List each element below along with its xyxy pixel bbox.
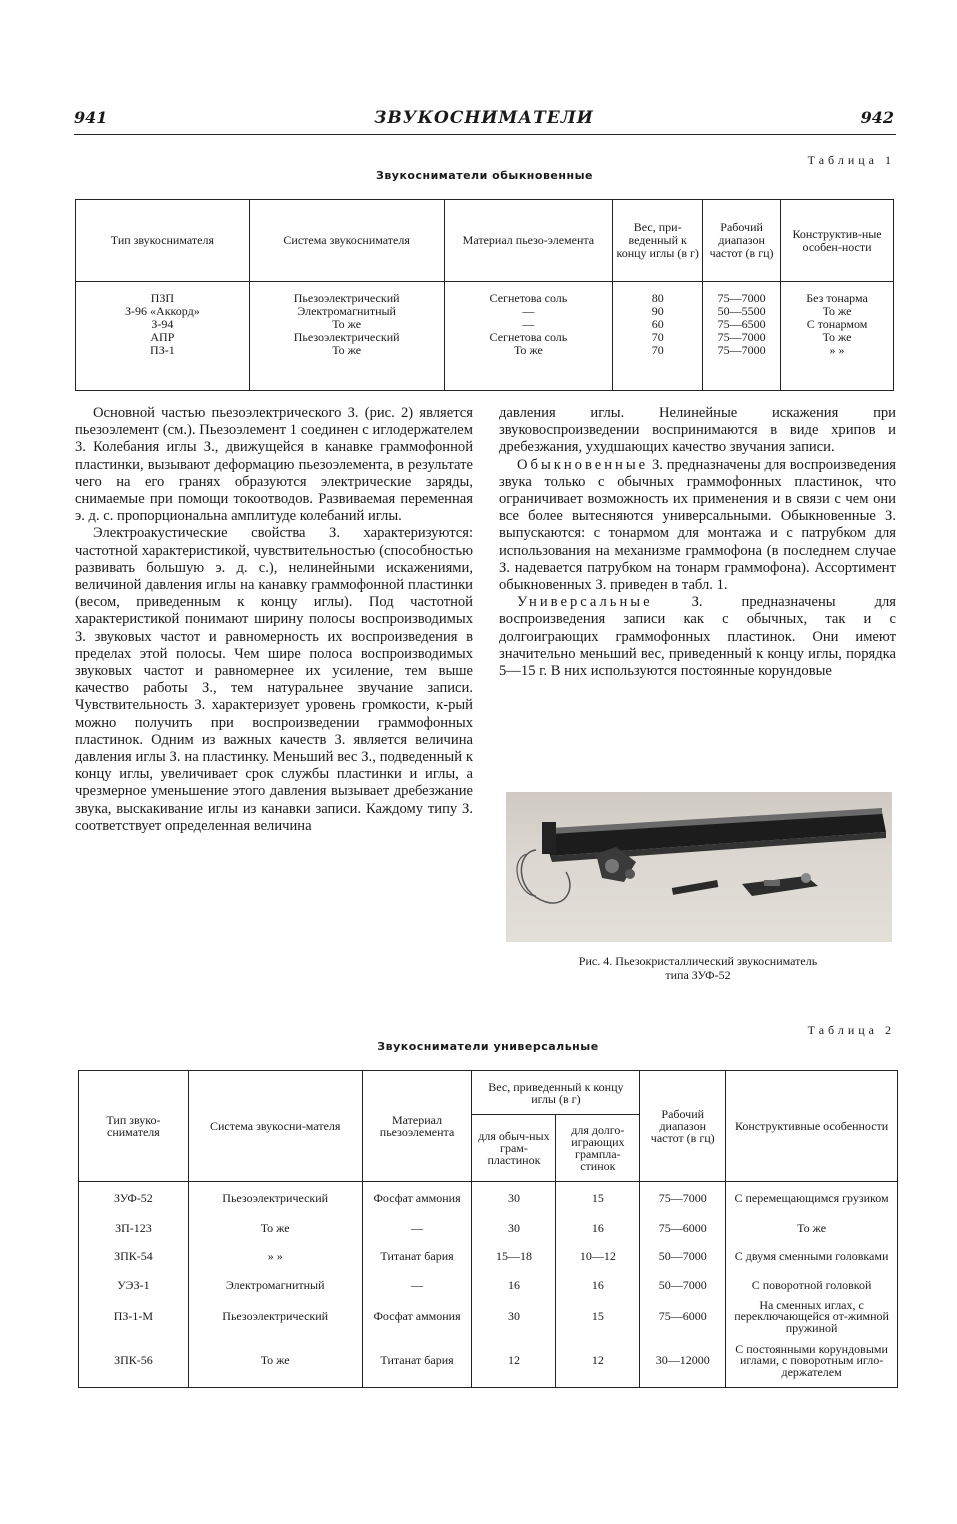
- table-cell: То же: [726, 1215, 898, 1242]
- running-header: [74, 108, 894, 134]
- table-cell: 75—7000: [717, 330, 766, 344]
- pickup-illustration: [506, 792, 892, 942]
- table-cell: ПЗП: [150, 291, 175, 305]
- table-cell: 50—7000: [640, 1272, 726, 1299]
- table-cell: » »: [829, 343, 845, 357]
- paragraph: Основной частью пьезоэлектрического З. (рис. 2) является пьезоэлемент (см.). Пьезоэлемент 1 соединен с иглодержателем 3. Колебания иглы З., движущейся в канавке граммофонной пластинки, вызывают деформацию пьезоэлемента, в результате чего на его гранях образуются электрические заряды, снимаемые при помощи токоотводов. Развиваемая переменная э. д. с. пропорциональна амплитуде колебаний иглы.: [75, 405, 473, 525]
- table-cell: 12: [472, 1335, 556, 1387]
- paragraph: [499, 457, 896, 595]
- paragraph: [499, 594, 896, 680]
- table-cell: З-94: [151, 317, 174, 331]
- table-cell: 15: [556, 1299, 640, 1335]
- table-row: [79, 1182, 898, 1216]
- table-cell: 16: [556, 1272, 640, 1299]
- table-cell: С перемещающимся грузиком: [726, 1182, 898, 1216]
- table-cell: 15—18: [472, 1242, 556, 1271]
- table1-header-type: Тип звукоснимателя: [76, 200, 250, 282]
- table-cell: Фосфат аммония: [362, 1299, 472, 1335]
- table-cell: » »: [188, 1242, 362, 1271]
- table-cell: 16: [556, 1215, 640, 1242]
- table2-header-system: Система звукосни-мателя: [188, 1071, 362, 1182]
- table-cell: ПЗ-1-М: [79, 1299, 189, 1335]
- left-column: [75, 405, 473, 835]
- figure-caption-line1: Рис. 4. Пьезокристаллический звукосниматель: [578, 954, 818, 968]
- table2-caption: Звукосниматели универсальные: [377, 1040, 599, 1053]
- table1-col-range: [703, 282, 781, 391]
- table-cell: АПР: [150, 330, 175, 344]
- table2-header-material: Материал пьезоэлемента: [362, 1071, 472, 1182]
- table-cell: 30: [472, 1182, 556, 1216]
- table-cell: УЭЗ-1: [79, 1272, 189, 1299]
- table-cell: То же: [513, 343, 543, 357]
- table-cell: ЗПК-56: [79, 1335, 189, 1387]
- table-cell: 70: [651, 330, 664, 344]
- paragraph: Электроакустические свойства З. характеризуются: частотной характеристикой, чувствительностью (способностью развивать большую э. д. с.), нелинейными искажениями, величиной давления иглы на канавку граммофонной пластинки (весом, приведенным к концу иглы). Под частотной характеристикой понимают ширину полосы воспроизводимых З. звуковых частот и равномерность их воспроизведения в пределах этой полосы. Чем шире полоса воспроизводимых звуковых частот и равномернее их усиление, тем выше качество работы З., тем натуральнее звучание записи. Чувствительность З. характеризует уровень громкости, к-рый можно получить при воспроизведении граммофонных пластинок. Одним из важных качеств З. является величина давления иглы З. на пластинку. Меньший вес З., подведенный к концу иглы, увеличивает срок службы пластинки и иглы, а чрезмерное уменьшение этого давления вызывает дребезжание звука, выскакивание иглы из канавки записи. Каждому типу З. соответствует определенная величина: [75, 525, 473, 834]
- table1: [75, 199, 894, 391]
- table-row: [79, 1215, 898, 1242]
- table-cell: С тонармом: [806, 317, 868, 331]
- table-cell: 75—7000: [717, 291, 766, 305]
- table1-col-features: [781, 282, 894, 391]
- table-cell: С двумя сменными головками: [726, 1242, 898, 1271]
- table2-header-weight-lp: для долго-играющих грампла-стинок: [556, 1115, 640, 1182]
- table-cell: 70: [651, 343, 664, 357]
- table1-header-system: Система звукоснимателя: [249, 200, 444, 282]
- table1-col-type: [76, 282, 250, 391]
- table-cell: Без тонарма: [806, 291, 868, 305]
- table1-col-material: [444, 282, 613, 391]
- table-cell: 30—12000: [640, 1335, 726, 1387]
- table2: [78, 1070, 898, 1388]
- table1-header-row: [76, 200, 894, 282]
- table-cell: ЗУФ-52: [79, 1182, 189, 1216]
- table-cell: —: [522, 317, 535, 331]
- table-cell: 30: [472, 1215, 556, 1242]
- table-cell: 50—5500: [717, 304, 766, 318]
- table-cell: С постоянными корундовыми иглами, с поворотным игло-держателем: [726, 1335, 898, 1387]
- table-cell: 75—6500: [717, 317, 766, 331]
- table-cell: Фосфат аммония: [362, 1182, 472, 1216]
- table-cell: То же: [188, 1335, 362, 1387]
- table2-header-features: Конструктивные особенности: [726, 1071, 898, 1182]
- table-cell: ЗПК-54: [79, 1242, 189, 1271]
- table-cell: 15: [556, 1182, 640, 1216]
- table-cell: То же: [822, 330, 852, 344]
- table1-col-system: [249, 282, 444, 391]
- table-cell: 90: [651, 304, 664, 318]
- header-rule: [74, 134, 896, 135]
- table2-label: Таблица 2: [807, 1023, 895, 1037]
- table1-header-features: Конструктив-ные особен-ности: [781, 200, 894, 282]
- table-cell: Сегнетова соль: [489, 291, 568, 305]
- paragraph: давления иглы. Нелинейные искажения при звуковоспроизведении воспринимаются в виде хрипов и дребезжания, ухудшающих качество звучания записи.: [499, 405, 896, 456]
- table2-header-row: [79, 1071, 898, 1115]
- table-cell: Пьезоэлектрический: [293, 291, 400, 305]
- table2-header-weight-normal: для обыч-ных грам-пластинок: [472, 1115, 556, 1182]
- table-cell: То же: [332, 343, 362, 357]
- table-cell: Пьезоэлектрический: [293, 330, 400, 344]
- table-cell: —: [362, 1272, 472, 1299]
- pickup-photo: [506, 792, 892, 942]
- table-cell: 75—6000: [640, 1299, 726, 1335]
- table1-body: [76, 282, 894, 391]
- table-cell: 30: [472, 1299, 556, 1335]
- table1-header-weight: Вес, при-веденный к концу иглы (в г): [613, 200, 703, 282]
- table1-header-material: Материал пьезо-элемента: [444, 200, 613, 282]
- table-cell: Титанат бария: [362, 1242, 472, 1271]
- table-cell: То же: [822, 304, 852, 318]
- table1-label: Таблица 1: [807, 153, 895, 167]
- table-cell: То же: [188, 1215, 362, 1242]
- table-cell: ЗП-123: [79, 1215, 189, 1242]
- table1-col-weight: [613, 282, 703, 391]
- table-cell: 16: [472, 1272, 556, 1299]
- table-cell: Пьезоэлектрический: [188, 1182, 362, 1216]
- spaced-lead: Обыкновенные: [517, 456, 649, 473]
- table-cell: 60: [651, 317, 664, 331]
- table-cell: Сегнетова соль: [489, 330, 568, 344]
- figure-caption-line2: типа ЗУФ-52: [665, 968, 731, 982]
- table-row: [79, 1272, 898, 1299]
- running-title: ЗВУКОСНИМАТЕЛИ: [374, 108, 594, 128]
- table-cell: 50—7000: [640, 1242, 726, 1271]
- table2-header-type: Тип звуко-снимателя: [79, 1071, 189, 1182]
- table-cell: 75—7000: [717, 343, 766, 357]
- figure-caption: [500, 954, 896, 982]
- table-cell: ПЗ-1: [150, 343, 175, 357]
- table-cell: 80: [651, 291, 664, 305]
- right-column: [499, 405, 896, 680]
- table-cell: 75—6000: [640, 1215, 726, 1242]
- table-row: [79, 1299, 898, 1335]
- table-cell: Пьезоэлектрический: [188, 1299, 362, 1335]
- table-cell: Титанат бария: [362, 1335, 472, 1387]
- table-cell: 75—7000: [640, 1182, 726, 1216]
- table-cell: На сменных иглах, с переключающейся от-жимной пружиной: [726, 1299, 898, 1335]
- table2-header-range: Рабочий диапазон частот (в гц): [640, 1071, 726, 1182]
- table-cell: —: [362, 1215, 472, 1242]
- spaced-lead: Универсальные: [517, 594, 653, 611]
- table-cell: То же: [332, 317, 362, 331]
- table1-header-range: Рабочий диапазон частот (в гц): [703, 200, 781, 282]
- table-cell: 10—12: [556, 1242, 640, 1271]
- table-cell: З-96 «Аккорд»: [125, 304, 200, 318]
- table-cell: Электромагнитный: [297, 304, 396, 318]
- table-cell: 12: [556, 1335, 640, 1387]
- table1-caption: Звукосниматели обыкновенные: [376, 169, 593, 182]
- table-cell: С поворотной головкой: [726, 1272, 898, 1299]
- page-number-right: 942: [860, 108, 894, 127]
- table-cell: Электромагнитный: [188, 1272, 362, 1299]
- paragraph-text: З. предназначены для воспроизведения звука только с обычных граммофонных пластинок, что ограничивает возможность их применения и в связи с чем они все более вытесняются универсальными. Обыкновенные З. выпускаются: с тонармом для монтажа и с патрубком для использования на механизме граммофона (в последнем случае З. надевается патрубком на тонарм граммофона). Ассортимент обыкновенных З. приведен в табл. 1.: [499, 456, 896, 594]
- paragraph-text: З. предназначены для воспроизведения записи как с обычных, так и с долгоиграющих граммофонных пластинок. Они имеют значительно меньший вес, приведенный к концу иглы, порядка 5—15 г. В них используются постоянные корундовые: [499, 594, 896, 680]
- table2-header-weight-group: Вес, приведенный к концу иглы (в г): [472, 1071, 640, 1115]
- table-row: [79, 1335, 898, 1387]
- page-number-left: 941: [74, 108, 108, 127]
- table-cell: —: [522, 304, 535, 318]
- table-row: [79, 1242, 898, 1271]
